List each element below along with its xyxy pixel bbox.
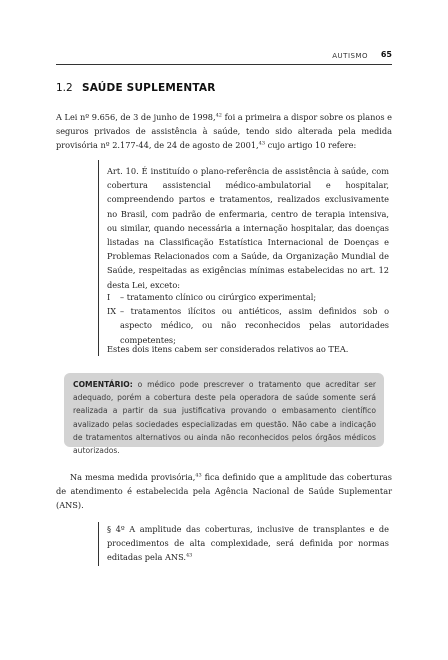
list-item: [107, 290, 389, 304]
header-rule: [56, 64, 392, 65]
list-item-numeral: IX: [107, 306, 117, 317]
comment-text: [73, 378, 376, 457]
comment-body: o médico pode prescrever o tratamento que acreditar ser adequado, porém a cobertura deste pela operadora de saúde somente será realizada a partir da sua justificativa provando o embasamento científico avalizado pelas sociedades especializadas em questão. Não cabe a indicação de tratamentos alternativos ou ainda não reconhecidos pelos órgãos médicos autorizados.: [73, 380, 376, 456]
paragraph-text: Na mesma medida provisória,: [70, 472, 196, 482]
exception-list: [107, 290, 389, 347]
section-quote-block: [98, 522, 393, 566]
paragraph-text: cujo artigo 10 refere:: [265, 140, 357, 151]
list-item: [107, 304, 389, 347]
article-text: Art. 10. É instituído o plano-referência de assistência à saúde, com cobertura assistencial médico-ambulatorial e hospitalar, compreendendo partos e tratamentos, realizados exclusivamente no Brasil, com padrão de enfermaria, centro de terapia intensiva, ou similar, quando necessária a internação hospitalar, das doenças listadas na Classificação Estatística Internacional de Doenças e Problemas Relacionados com a Saúde, da Organização Mundial de Saúde, respeitadas as exigências mínimas estabelecidas no art. 12 desta Lei, exceto:: [107, 166, 389, 290]
list-item-text: – tratamentos ilícitos ou antiéticos, assim definidos sob o aspecto médico, ou não reconhecidos pelas autoridades competentes;: [120, 306, 389, 345]
article-quote-block: [98, 160, 393, 356]
paragraph-text: fica definido que a amplitude das coberturas de atendimento é estabelecida pela Agência Nacional de Saúde Suplementar (ANS).: [56, 472, 392, 511]
comment-label: COMENTÁRIO:: [73, 380, 133, 389]
running-head-title: AUTISMO: [332, 52, 368, 60]
section-number: 1.2: [56, 82, 73, 94]
paragraph-text: A Lei nº 9.656, de 3 de junho de 1998,: [56, 112, 216, 122]
article-note: Estes dois itens cabem ser considerados relativos ao TEA.: [107, 344, 349, 354]
paragraph-text: foi a primeira a dispor sobre os planos e seguros privados de assistência à saúde, tendo sido alterada pela medida provisória nº 2.177-44, de 24 de agosto de 2001,: [56, 112, 392, 151]
running-header: [56, 50, 392, 64]
body-paragraph-1: [56, 110, 392, 153]
comment-box: [64, 373, 384, 456]
page-number: 65: [380, 50, 392, 59]
quote-text: § 4º A amplitude das coberturas, inclusive de transplantes e de procedimentos de alta complexidade, será definida por normas editadas pela ANS.: [107, 524, 389, 563]
list-item-text: – tratamento clínico ou cirúrgico experimental;: [120, 292, 317, 302]
section-title: SAÚDE SUPLEMENTAR: [82, 82, 216, 94]
section-heading: [56, 82, 392, 94]
footnote-ref: 43: [186, 552, 193, 559]
footnote-ref: 42: [215, 112, 222, 119]
body-paragraph-2: [56, 470, 392, 513]
section-quote-text: [107, 522, 389, 565]
list-item-numeral: I: [107, 292, 111, 302]
footnote-ref: 43: [195, 472, 202, 479]
footnote-ref: 43: [258, 140, 266, 147]
